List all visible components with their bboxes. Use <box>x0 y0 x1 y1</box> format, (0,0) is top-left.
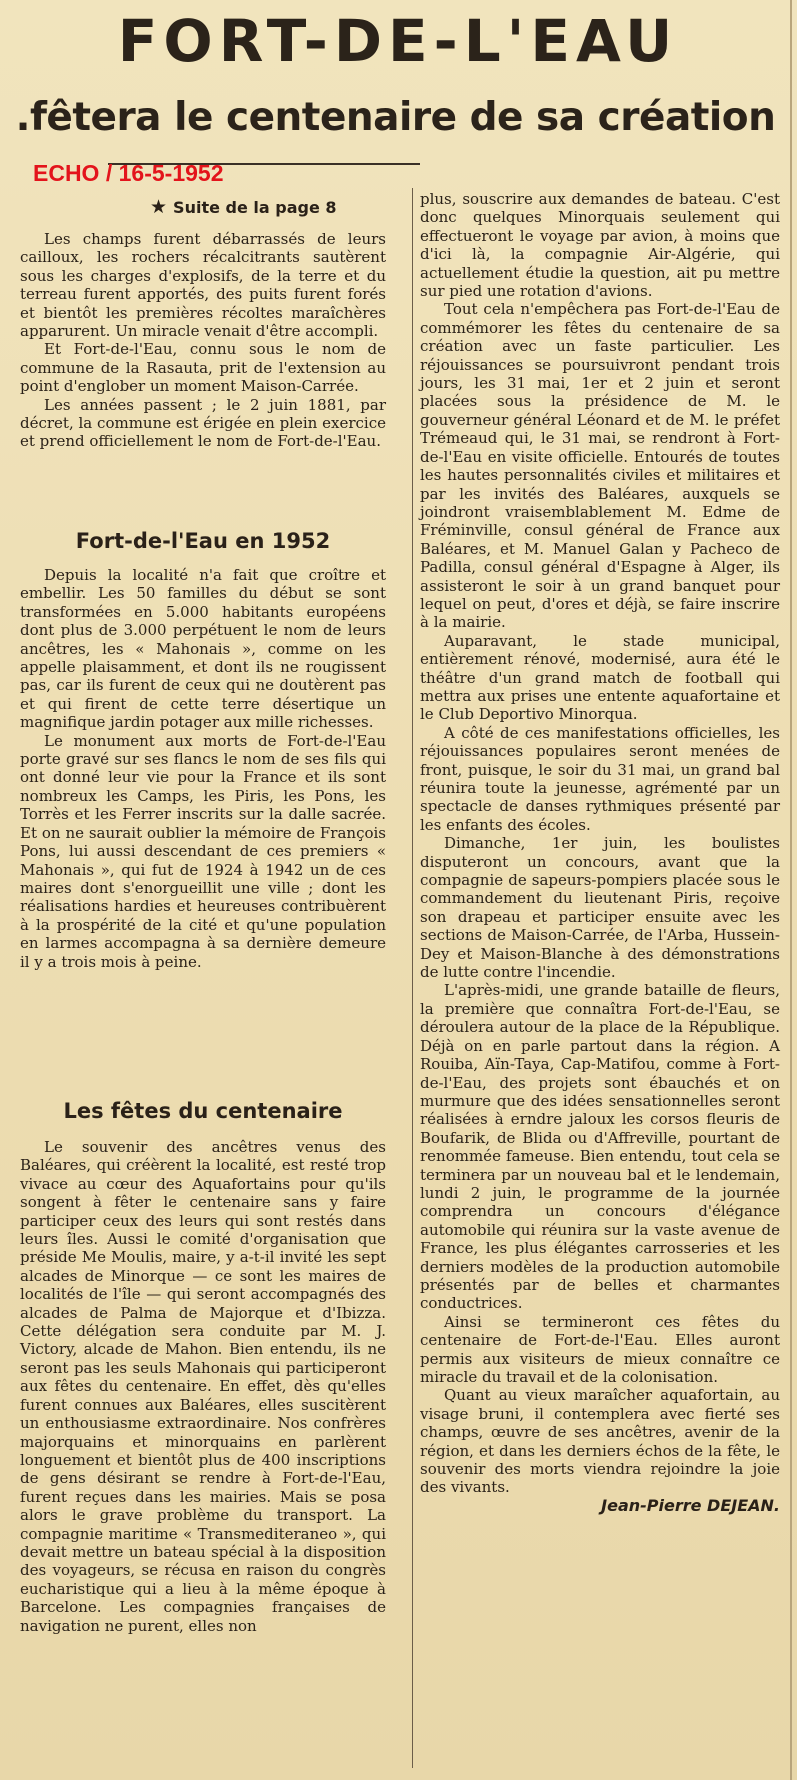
right-column <box>420 190 780 1515</box>
paragraph: Les années passent ; le 2 juin 1881, par décret, la commune est érigée en plein exercice et prend officiellement le nom de Fort-de-l'Eau. <box>20 395 386 451</box>
author-signature: Jean-Pierre DEJEAN. <box>601 1495 780 1515</box>
paragraph: Dimanche, 1er juin, les boulistes disputeront un concours, avant que la compagnie de sapeurs-pompiers placée sous le commandement du lieutenant Piris, reçoive son drapeau et participer ensuite avec les sections de Maison-Carrée, de l'Arba, Hussein-Dey et Maison-Blanche à des démonstrations de lutte contre l'incendie. <box>420 834 780 982</box>
paragraph: Tout cela n'empêchera pas Fort-de-l'Eau de commémorer les fêtes du centenaire de sa création avec un faste particulier. Les réjouissances se poursuivront pendant trois jours, les 31 mai, 1er et 2 juin et seront placées sous la présidence de M. le gouverneur général Léonard et de M. le préfet Trémeaud qui, le 31 mai, se rendront à Fort-de-l'Eau en visite officielle. Entourés de toutes les hautes personnalités civiles et militaires et par les invités des Baléares, auxquels se joindront vraisemblablement M. Edme de Fréminville, consul général de France aux Baléares, et M. Manuel Galan y Pacheco de Padilla, consul général d'Espagne à Alger, ils assisteront le soir à un grand banquet pour lequel on peut, d'ores et déjà, se faire inscrire à la mairie. <box>420 300 780 632</box>
left-block-2 <box>20 566 386 971</box>
section-heading-1952: Fort-de-l'Eau en 1952 <box>75 529 331 553</box>
masthead <box>8 6 783 166</box>
paragraph: Le monument aux morts de Fort-de-l'Eau porte gravé sur ses flancs le nom de ses fils qui ont donné leur vie pour la France et ils sont nombreux les Camps, les Piris, les Pons, les Torrès et les Ferrer inscrits sur la dalle sacrée. Et on ne saurait oublier la mémoire de François Pons, lui aussi descendant de ces premiers « Mahonais », qui fut de 1924 à 1942 un de ces maires dont s'enorgueillit une ville ; dont les réalisations hardies et heureuses contribuèrent à la prospérité de la cité et qu'une population en larmes accompagna à sa dernière demeure il y a trois mois à peine. <box>20 731 386 971</box>
page-edge <box>790 0 792 1780</box>
paragraph: Ainsi se termineront ces fêtes du centenaire de Fort-de-l'Eau. Elles auront permis aux visiteurs de mieux connaître ce miracle du travail et de la colonisation. <box>420 1312 780 1386</box>
paragraph: L'après-midi, une grande bataille de fleurs, la première que connaîtra Fort-de-l'Eau, se déroulera autour de la place de la République. Déjà on en parle partout dans la région. A Rouiba, Aïn-Taya, Cap-Matifou, comme à Fort-de-l'Eau, des projets sont ébauchés et on murmure que des idées sensationnelles seront réalisées à erndre jaloux les corsos fleuris de Boufarik, de Blida ou d'Affreville, pourtant de renommée fameuse. Bien entendu, tout cela se terminera par un nouveau bal et le lendemain, lundi 2 juin, le programme de la journée comprendra un concours d'élégance automobile qui réunira sur la vaste avenue de France, les plus élégantes carrosseries et les derniers modèles de la production automobile présentés par de belles et charmantes conductrices. <box>420 981 780 1313</box>
paragraph: Le souvenir des ancêtres venus des Baléares, qui créèrent la localité, est resté trop vivace au cœur des Aquafortains pour qu'ils songent à fêter le centenaire sans y faire participer ceux des leurs qui sont restés dans leurs îles. Aussi le comité d'organisation que préside Me Moulis, maire, y a-t-il invité les sept alcades de Minorque — ce sont les maires de localités de l'île — qui seront accompagnés des alcades de Palma de Majorque et d'Ibizza. Cette délégation sera conduite par M. J. Victory, alcade de Mahon. Bien entendu, ils ne seront pas les seuls Mahonais qui participeront aux fêtes du centenaire. En effet, dès qu'elles furent connues aux Baléares, elles suscitèrent un enthousiasme extraordinaire. Nos confrères majorquains et minorquains en parlèrent longuement et bientôt plus de 400 inscriptions de gens désirant se rendre à Fort-de-l'Eau, furent reçues dans les mairies. Mais se posa alors le grave problème du transport. La compagnie maritime « Transmediteraneo », qui devait mettre un bateau spécial à la disposition des voyageurs, se récusa en raison du congrès eucharistique qui a lieu à la même époque à Barcelone. Les compagnies françaises de navigation ne purent, elles non <box>20 1138 386 1635</box>
source-stamp: ECHO / 16-5-1952 <box>33 160 224 186</box>
paragraph: A côté de ces manifestations officielles, les réjouissances populaires seront menées de front, puisque, le soir du 31 mai, un grand bal réunira toute la jeunesse, agrémenté par un spectacle de danses rythmiques présenté par les enfants des écoles. <box>420 723 780 834</box>
headline-title: FORT-DE-L'EAU <box>117 7 679 75</box>
headline-subtitle: .fêtera le centenaire de sa création <box>15 95 776 140</box>
paragraph: Depuis la localité n'a fait que croître et embellir. Les 50 familles du début se sont transformées en 5.000 habitants européens dont plus de 3.000 perpétuent le nom de leurs ancêtres, les « Mahonais », comme on les appelle plaisamment, et dont ils ne rougissent pas, car ils furent de ceux qui ne doutèrent pas et qui firent de cette terre désertique un magnifique jardin potager aux mille richesses. <box>20 566 386 732</box>
star-icon: ★ <box>150 196 168 218</box>
paragraph: Et Fort-de-l'Eau, connu sous le nom de commune de la Rasauta, prit de l'extension au point d'englober un moment Maison-Carrée. <box>20 340 386 396</box>
left-block-3 <box>20 1138 386 1635</box>
paragraph: Les champs furent débarrassés de leurs cailloux, les rochers récalcitrants sautèrent sous les charges d'explosifs, de la terre et du terreau furent apportés, des puits furent forés et bientôt les premières récoltes maraîchères apparurent. Un miracle venait d'être accompli. <box>20 230 386 341</box>
continuation-note <box>150 196 350 218</box>
left-block-1 <box>20 230 386 451</box>
paragraph: Quant au vieux maraîcher aquafortain, au visage bruni, il contemplera avec fierté ses champs, œuvre de ses ancêtres, avenir de la région, et dans les derniers échos de la fête, le souvenir des morts viendra rejoindre la joie des vivants. <box>420 1386 780 1497</box>
column-divider <box>412 188 413 1768</box>
paragraph: plus, souscrire aux demandes de bateau. C'est donc quelques Minorquais seulement qui effectueront le voyage par avion, à moins que d'ici là, la compagnie Air-Algérie, qui actuellement étudie la question, ait pu mettre sur pied une rotation d'avions. <box>420 190 780 301</box>
paragraph: Auparavant, le stade municipal, entièrement rénové, modernisé, aura été le théâtre d'un grand match de football qui mettra aux prises une entente aquafortaine et le Club Deportivo Minorqua. <box>420 631 780 724</box>
continuation-label: Suite de la page 8 <box>173 198 337 217</box>
section-heading-fetes: Les fêtes du centenaire <box>63 1099 343 1123</box>
